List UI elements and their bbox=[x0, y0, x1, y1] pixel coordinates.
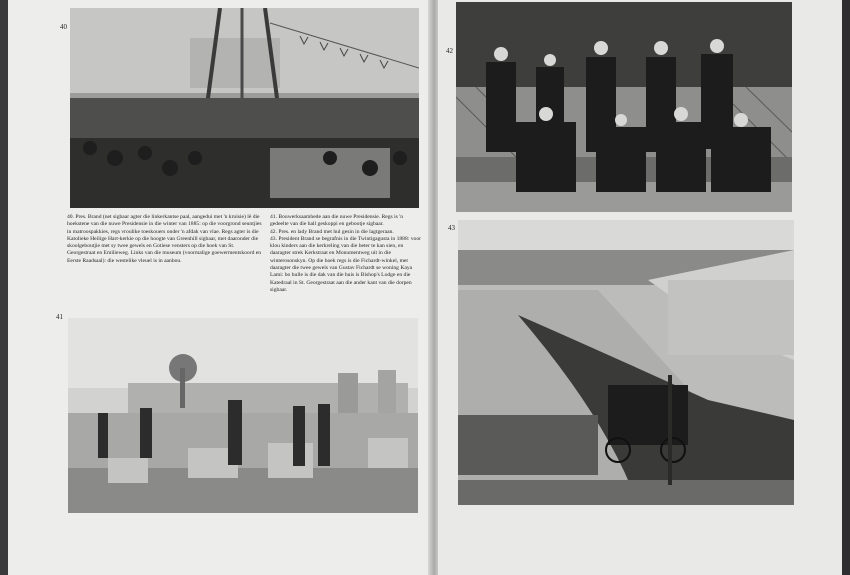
caption-42: 42. Pres. en lady Brand met hul gesin in die lagtgeraan. bbox=[270, 228, 394, 235]
figure-number-41: 41 bbox=[56, 313, 63, 321]
table-edge bbox=[842, 0, 850, 575]
caption-41: 41. Bouwerksaamhede aan die nuwe Presidensie. Regs is 'n gedeelte van die hall geskoppi en gebootje sigbaar. bbox=[270, 214, 404, 228]
caption-41-43 bbox=[270, 214, 422, 294]
photo-brand-family bbox=[456, 2, 792, 212]
caption-43: 43. President Brand se begrafnis in die Twintigagusta in 1888: voor klou kinders aan die kerkreling van die beter te kan sien, en daaragter strek Kerkstraat en Monumentweg uit in die winterosonskyn. Op die hoek regs is die Fichardt-winkel, met daaragter die twee gewels van Gustav Fichardt se woning Kaya Lami: bo hulle is die dak van die huis is Bishop's Lodge en die Katedraal in St. Georgestraat aan die ander kant van die dorpen sigbaar. bbox=[270, 235, 421, 293]
figure-number-40: 40 bbox=[60, 23, 67, 31]
caption-40: 40. Pres. Brand (net sigbaar agter die linkerkantse paal, aangedui met 'n kruisie) lê die hoekstene van die nuwe Presidensie in die winter van 1885: op die voorgrond seuntjies in matroospakkies, regs vroulike toeskouers onder 'n afdak van vlae. Regs agter is die Katolieke Heilige Hart-kerkie op die hoogte van Greenhill sigbaar, met daaronder die skoolgeboutjie met sy twee gewels en Gotiese vensters op die hoek van St. Georgestraat en Emilieweg. Links van die museum (voormalige goewermentskoord en Eerste Raadsaal): die westelike vleuel is in aanbou. bbox=[67, 214, 262, 264]
photo-presidency-construction bbox=[68, 318, 418, 513]
figure-number-43: 43 bbox=[448, 224, 455, 232]
photo-brand-funeral bbox=[458, 220, 794, 505]
photo-presidency-cornerstone bbox=[70, 8, 419, 208]
figure-number-42: 42 bbox=[446, 47, 453, 55]
